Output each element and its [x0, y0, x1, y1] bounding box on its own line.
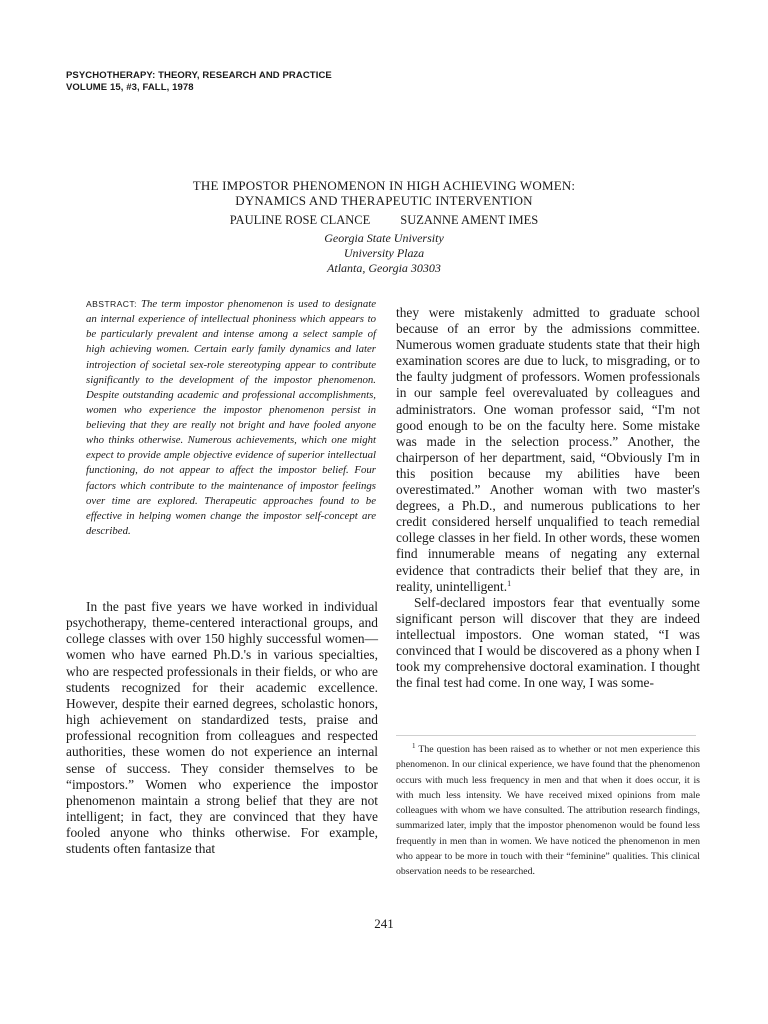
abstract: [86, 297, 376, 539]
body-column-right: [396, 305, 700, 691]
title-line-1: THE IMPOSTOR PHENOMENON IN HIGH ACHIEVING WOMEN:: [192, 178, 576, 193]
body-paragraph: [396, 305, 700, 595]
footnote-paragraph: [396, 742, 700, 880]
footnote-marker: 1: [412, 742, 416, 750]
journal-name: PSYCHOTHERAPY: THEORY, RESEARCH AND PRACTICE: [66, 70, 332, 81]
paragraph-text: they were mistakenly admitted to graduate school because of an error by the admissions committee. Numerous women graduate students state that their high examination scores are due to luck, to misgrading, or to the faulty judgment of professors. Women professionals in our sample feel overevaluated by colleagues and administrators. One woman professor said, “I'm not good enough to be on the faculty here. Some mistake was made in the selection process.” Another, the chairperson of her department, said, “Obviously I'm in this position because my abilities have been overestimated.” Another woman with two master's degrees, a Ph.D., and numerous publications to her credit considered herself unqualified to teach remedial college classes in her field. In other words, these women find innumerable means of negating any external evidence that contradicts their belief that they are, in reality, unintelligent.: [396, 305, 700, 594]
author-imes: SUZANNE AMENT IMES: [400, 213, 539, 227]
affiliation-line: Georgia State University: [324, 231, 444, 245]
page-number: 241: [374, 916, 394, 931]
footnote-reference: 1: [507, 578, 512, 588]
title-line-2: DYNAMICS AND THERAPEUTIC INTERVENTION: [235, 193, 533, 208]
affiliation-line: Atlanta, Georgia 30303: [327, 261, 441, 275]
journal-volume: VOLUME 15, #3, FALL, 1978: [66, 82, 194, 93]
footnote-divider: [396, 735, 696, 736]
body-paragraph: In the past five years we have worked in individual psychotherapy, theme-centered interactional groups, and college classes with over 150 highly successful women—women who have earned Ph.D.'s in various specialties, who are respected professionals in their fields, or who are students recognized for their academic excellence. However, despite their earned degrees, scholastic honors, high achievement on standardized tests, praise and professional recognition from colleagues and respected authorities, these women do not experience an internal sense of success. They consider themselves to be “impostors.” Women who experience the impostor phenomenon maintain a strong belief that they are not intelligent; in fact, they are convinced that they have fooled anyone who thinks otherwise. For example, students often fantasize that: [66, 599, 378, 857]
abstract-label: ABSTRACT:: [86, 299, 137, 309]
article-title: [120, 178, 648, 208]
author-clance: PAULINE ROSE CLANCE: [229, 213, 371, 227]
body-column-left: [66, 599, 378, 858]
body-paragraph: Self-declared impostors fear that eventually some significant person will discover that they are indeed intellectual impostors. One woman stated, “I was convinced that I would be discovered as a phony when I took my comprehensive doctoral examination. I thought the final test had come. In one way, I was some-: [396, 594, 700, 691]
abstract-text: The term impostor phenomenon is used to designate an internal experience of intellectual phoniness which appears to be particularly prevalent and intense among a select sample of high achieving women. Certain early family dynamics and later introjection of societal sex-role stereotyping appear to contribute significantly to the development of the impostor phenomenon. Despite outstanding academic and professional accomplishments, women who experience the impostor phenomenon persist in believing that they are really not bright and have fooled anyone who thinks otherwise. Numerous achievements, which one might expect to provide ample objective evidence of superior intellectual functioning, do not appear to affect the impostor belief. Four factors which contribute to the maintenance of impostor feelings over time are explored. Therapeutic approaches found to be effective in helping women change the impostor self-concept are described.: [86, 298, 377, 537]
footnote-text: The question has been raised as to whether or not men experience this phenomenon. In our clinical experience, we have found that the phenomenon occurs with much less frequency in men and that when it does occur, it is with much less intensity. We have received mixed opinions from male colleagues with whom we have consulted. The attribution research findings, summarized later, imply that the impostor phenomenon would be found less frequently in men than in women. We have noticed the phenomenon in men who appear to be more in touch with their “feminine” qualities. This clinical observation needs to be researched.: [396, 744, 700, 878]
affiliation: [120, 231, 648, 276]
affiliation-line: University Plaza: [343, 246, 425, 260]
footnote: [396, 742, 700, 880]
author-list: [120, 213, 648, 228]
journal-header: [66, 70, 386, 94]
